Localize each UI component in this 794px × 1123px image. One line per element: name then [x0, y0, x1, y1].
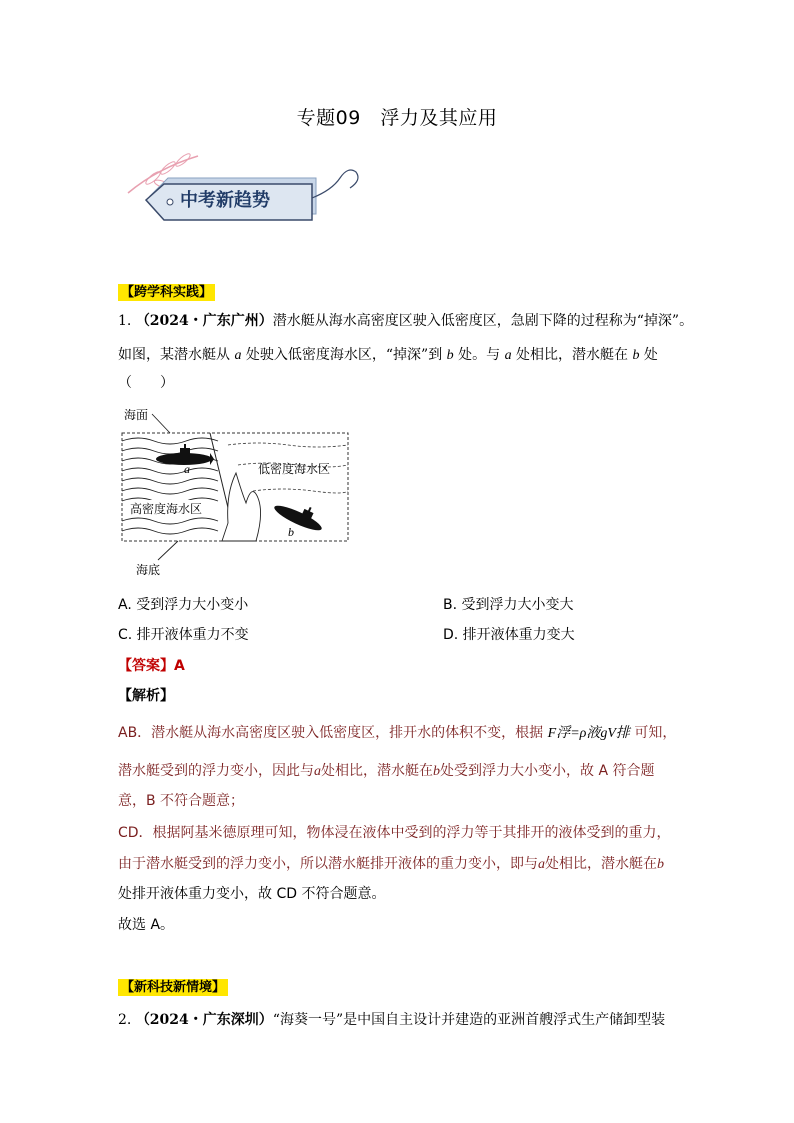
question-text: 处 [639, 347, 658, 363]
explanation-line-1 [118, 722, 676, 742]
label-low-density: 低密度海水区 [258, 462, 331, 476]
question-2-line1 [118, 1010, 698, 1030]
section-banner [118, 148, 378, 238]
question-text: 潜水艇从海水高密度区驶入低密度区，急剧下降的过程称为“掉深”。 [272, 313, 694, 329]
question-number: 2. [118, 1012, 132, 1028]
section-tag-label: 【跨学科实践】 [118, 284, 215, 301]
explanation-line-6: 处排开液体重力变小，故 CD 不符合题意。 [118, 886, 386, 902]
submarine-figure [118, 403, 358, 578]
page-title: 专题09 浮力及其应用 [296, 107, 498, 129]
label-a: a [184, 462, 190, 476]
variable-a: a [314, 764, 321, 779]
variable-b: b [657, 857, 664, 872]
explanation-text: 可知， [634, 725, 677, 741]
explanation-text: 处相比，潜水艇在 [321, 763, 433, 779]
variable-a: a [538, 857, 545, 872]
explanation-line-3: 意，B 不符合题意； [118, 793, 245, 809]
label-sea-surface: 海面 [124, 408, 149, 422]
answer-blank: （ ） [118, 375, 174, 391]
variable-a: a [504, 348, 512, 363]
option-d[interactable]: D. 排开液体重力变大 [443, 627, 575, 643]
question-text: 如图，某潜水艇从 [118, 347, 235, 363]
explanation-text: 潜水艇受到的浮力变小，因此与 [118, 763, 314, 779]
explanation-text: 处受到浮力大小变小，故 A 符合题 [440, 763, 655, 779]
question-text: “海葵一号”是中国自主设计并建造的亚洲首艘浮式生产储卸型装 [272, 1012, 666, 1028]
answer-label: 【答案】A [118, 658, 185, 674]
explanation-text: 处相比，潜水艇在 [545, 856, 657, 872]
question-source: （2024・广东广州） [135, 313, 273, 329]
question-1-line1 [118, 311, 698, 331]
label-sea-bottom: 海底 [136, 563, 161, 577]
explanation-line-5 [118, 853, 664, 873]
question-text: 处。与 [453, 347, 505, 363]
question-1-line2 [118, 345, 698, 366]
explanation-text: AB．潜水艇从海水高密度区驶入低密度区，排开水的体积不变，根据 [118, 725, 544, 741]
section-tag-2 [118, 976, 228, 995]
variable-a: a [234, 348, 242, 363]
question-source: （2024・广东深圳） [135, 1012, 273, 1028]
section-tag-label: 【新科技新情境】 [118, 979, 228, 996]
analysis-label: 【解析】 [118, 688, 174, 704]
explanation-line-2 [118, 760, 654, 780]
option-c[interactable]: C. 排开液体重力不变 [118, 627, 249, 643]
formula: F浮=ρ液gV排 [547, 726, 630, 741]
explanation-text: 由于潜水艇受到的浮力变小，所以潜水艇排开液体的重力变小，即与 [118, 856, 538, 872]
option-a[interactable]: A. 受到浮力大小变小 [118, 597, 249, 613]
explanation-line-4: CD．根据阿基米德原理可知，物体浸在液体中受到的浮力等于其排开的液体受到的重力， [118, 825, 671, 841]
banner-text: 中考新趋势 [180, 190, 270, 211]
variable-b: b [446, 348, 454, 363]
label-high-density: 高密度海水区 [130, 502, 203, 516]
question-text: 处相比，潜水艇在 [511, 347, 633, 363]
variable-b: b [433, 764, 440, 779]
question-number: 1. [118, 313, 132, 329]
variable-b: b [632, 348, 640, 363]
option-b[interactable]: B. 受到浮力大小变大 [443, 597, 574, 613]
section-tag-1 [118, 281, 215, 300]
question-text: 处驶入低密度海水区，“掉深”到 [241, 347, 447, 363]
label-b: b [288, 525, 294, 539]
submarine-diagram [118, 403, 358, 578]
submarine-b-icon [272, 493, 328, 534]
conclusion: 故选 A。 [118, 917, 175, 933]
